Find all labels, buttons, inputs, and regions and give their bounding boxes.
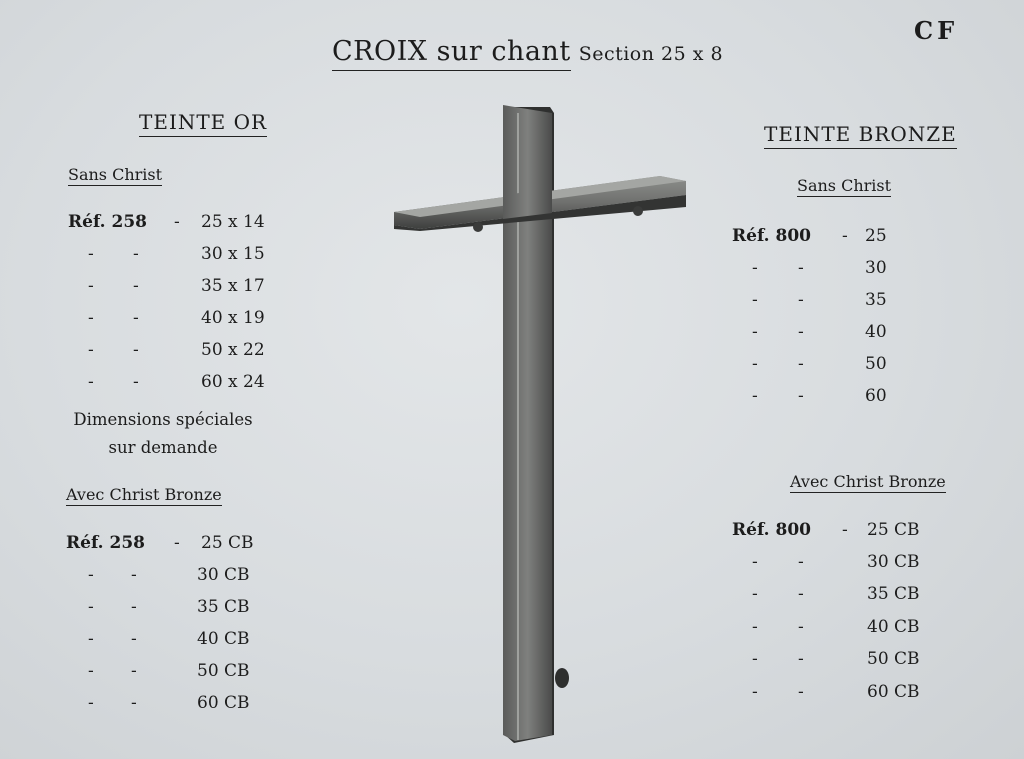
dash: -	[798, 682, 804, 702]
dash: -	[131, 661, 137, 681]
table-row	[0, 617, 1024, 641]
size-value: 60 CB	[197, 693, 250, 713]
dash: -	[798, 290, 804, 310]
special-dimensions-note	[60, 406, 266, 462]
dash: -	[752, 617, 758, 637]
title-main: CROIX sur chant	[332, 36, 571, 71]
dash: -	[752, 552, 758, 572]
dash: -	[88, 597, 94, 617]
dash: -	[798, 354, 804, 374]
dash: -	[88, 565, 94, 585]
dash: -	[88, 372, 94, 392]
table-row	[0, 520, 1024, 544]
size-value: 40 x 19	[201, 308, 265, 328]
size-value: 60	[865, 386, 887, 406]
size-value: 25 CB	[867, 520, 920, 540]
dash: -	[88, 308, 94, 328]
dash: -	[752, 682, 758, 702]
dash: -	[842, 520, 848, 540]
note-line: Dimensions spéciales	[73, 410, 253, 429]
dash: -	[131, 693, 137, 713]
dash: -	[133, 244, 139, 264]
table-row	[0, 386, 1024, 410]
dash: -	[131, 629, 137, 649]
left-avec-christ-label: Avec Christ Bronze	[66, 485, 222, 504]
dash: -	[752, 258, 758, 278]
size-value: 30	[865, 258, 887, 278]
table-row	[0, 682, 1024, 706]
ref-label: Réf. 800	[732, 520, 811, 540]
dash: -	[752, 322, 758, 342]
dash: -	[133, 276, 139, 296]
dash: -	[131, 597, 137, 617]
dash: -	[752, 290, 758, 310]
right-avec-christ-label: Avec Christ Bronze	[790, 472, 946, 491]
dash: -	[88, 276, 94, 296]
right-sans-christ-label: Sans Christ	[797, 176, 892, 195]
dash: -	[798, 552, 804, 572]
left-sans-christ-label: Sans Christ	[68, 165, 163, 184]
table-row	[0, 226, 1024, 250]
dash: -	[88, 693, 94, 713]
table-row	[0, 552, 1024, 576]
size-value: 40	[865, 322, 887, 342]
dash: -	[88, 629, 94, 649]
title-section: Section 25 x 8	[578, 43, 724, 65]
dash: -	[131, 565, 137, 585]
dash: -	[798, 617, 804, 637]
size-value: 60 CB	[867, 682, 920, 702]
size-value: 35 CB	[197, 597, 250, 617]
table-row	[0, 290, 1024, 314]
ref-label: Réf. 800	[732, 226, 811, 246]
size-value: 30 CB	[197, 565, 250, 585]
dash: -	[752, 386, 758, 406]
table-row	[0, 584, 1024, 608]
size-value: 50 CB	[867, 649, 920, 669]
ref-label: Réf. 258	[68, 212, 147, 232]
dash: -	[88, 661, 94, 681]
dash: -	[88, 340, 94, 360]
dash: -	[133, 372, 139, 392]
size-value: 25	[865, 226, 887, 246]
size-value: 50 CB	[197, 661, 250, 681]
dash: -	[133, 308, 139, 328]
size-value: 40 CB	[867, 617, 920, 637]
size-value: 50 x 22	[201, 340, 265, 360]
dash: -	[752, 649, 758, 669]
size-value: 40 CB	[197, 629, 250, 649]
page-title	[332, 36, 723, 67]
dash: -	[798, 584, 804, 604]
dash: -	[798, 649, 804, 669]
table-row	[0, 322, 1024, 346]
dash: -	[133, 340, 139, 360]
dash: -	[752, 354, 758, 374]
size-value: 35 CB	[867, 584, 920, 604]
table-row	[0, 258, 1024, 282]
catalog-code: CF	[914, 16, 959, 45]
right-heading: TEINTE BRONZE	[764, 122, 957, 149]
size-value: 60 x 24	[201, 372, 265, 392]
dash: -	[88, 244, 94, 264]
size-value: 25 x 14	[201, 212, 265, 232]
dash: -	[798, 258, 804, 278]
left-heading: TEINTE OR	[139, 110, 267, 137]
table-row	[0, 354, 1024, 378]
size-value: 35 x 17	[201, 276, 265, 296]
dash: -	[798, 322, 804, 342]
size-value: 30 x 15	[201, 244, 265, 264]
size-value: 50	[865, 354, 887, 374]
size-value: 35	[865, 290, 887, 310]
ref-label: Réf. 258	[66, 533, 145, 553]
dash: -	[174, 212, 180, 232]
table-row	[0, 649, 1024, 673]
dash: -	[842, 226, 848, 246]
dash: -	[752, 584, 758, 604]
dash: -	[174, 533, 180, 553]
note-line: sur demande	[108, 438, 218, 457]
size-value: 30 CB	[867, 552, 920, 572]
size-value: 25 CB	[201, 533, 254, 553]
dash: -	[798, 386, 804, 406]
